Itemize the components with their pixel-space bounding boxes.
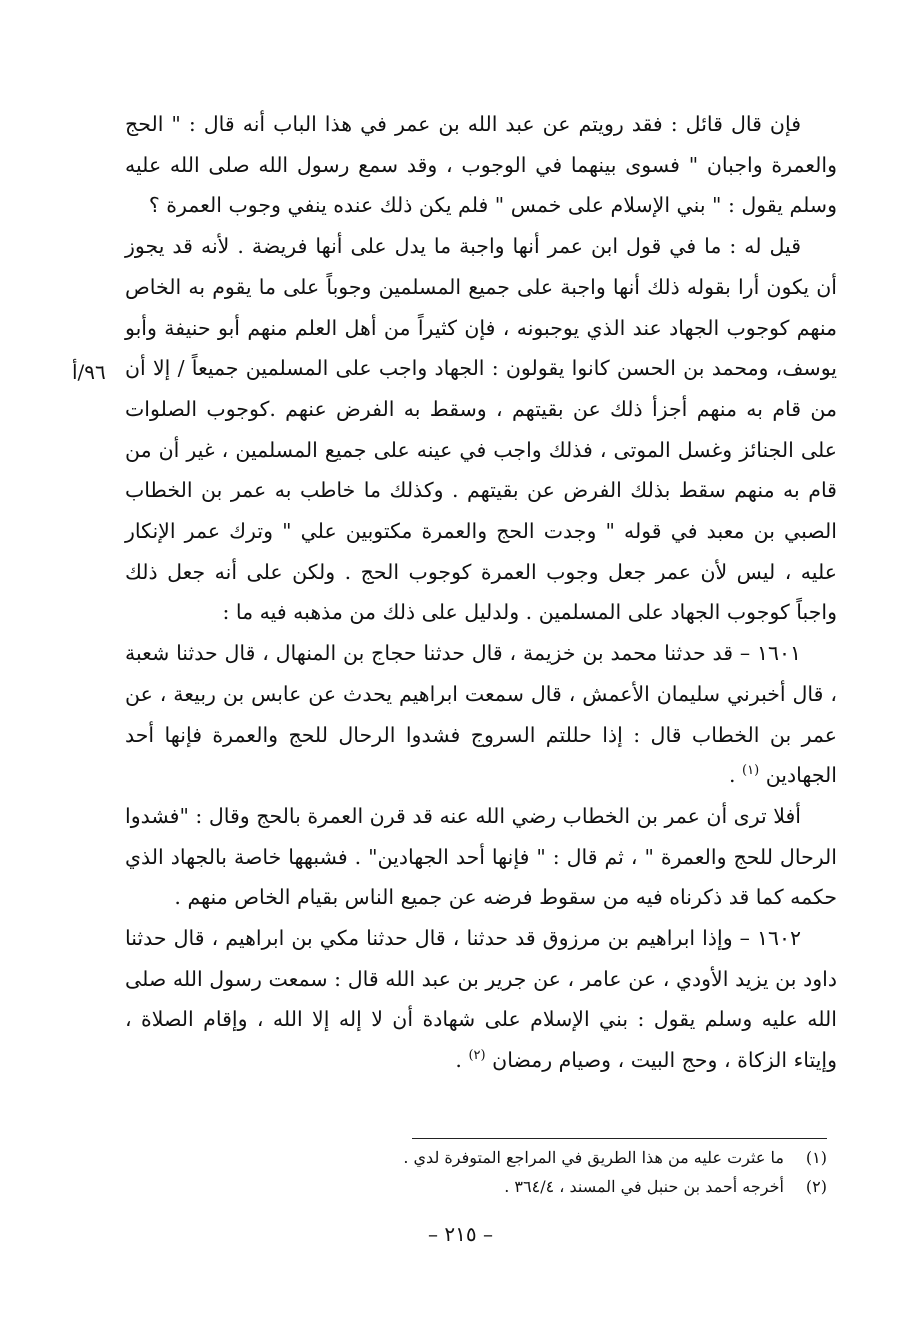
hadith-1601 bbox=[125, 633, 837, 796]
footnote-ref-1: (١) bbox=[742, 763, 760, 779]
end-dot-2: . bbox=[455, 1048, 469, 1073]
footnote-2-text: أخرجه أحمد بن حنبل في المسند ، ٣٦٤/٤ . bbox=[504, 1177, 784, 1196]
paragraph-4: أفلا ترى أن عمر بن الخطاب رضي الله عنه قد قرن العمرة بالحج وقال : "فشدوا الرحال للحج والعمرة " ، ثم قال : " فإنها أحد الجهادين" . فشبهها خاصة بالجهاد الذي حكمه كما قد ذكرناه فيه من سقوط فرضه عن جميع الناس بقيام الخاص منهم . bbox=[125, 803, 837, 910]
footnote-2-number: (٢) bbox=[805, 1177, 827, 1196]
main-text bbox=[125, 104, 837, 1081]
footnotes bbox=[330, 1143, 827, 1201]
paragraph-1: فإن قال قائل : فقد رويتم عن عبد الله بن عمر في هذا الباب أنه قال : " الحج والعمرة واجبان " فسوى بينهما في الوجوب ، وقد سمع رسول الله صلى الله عليه وسلم يقول : " بني الإسلام على خمس " فلم يكن ذلك عنده ينفي وجوب العمرة ؟ bbox=[125, 112, 837, 218]
paragraph-2: قيل له : ما في قول ابن عمر أنها واجبة ما يدل على أنها فريضة . لأنه قد يجوز أن يكون أرا بقوله ذلك أنها واجبة على جميع المسلمين وجوباً على ما يقوم به الخاص منهم كوجوب الجهاد عند الذي يوجبونه ، فإن كثيراً من أهل العلم منهم أبو حنيفة وأبو يوسف، ومحمد بن الحسن كانوا يقولون : الجهاد واجب على المسلمين جميعاً / إلا أن من قام به منهم أجزأ ذلك عن بقيتهم ، وسقط به الفرض عنهم .كوجوب الصلوات على الجنائز وغسل الموتى ، فذلك واجب في عينه على جميع المسلمين ، غير أن من قام به منهم سقط بذلك الفرض عن بقيتهم . وكذلك ما خاطب به عمر بن الخطاب الصبي بن معبد في قوله " وجدت الحج والعمرة مكتوبين علي " وترك عمر الإنكار عليه ، ليس لأن عمر جعل وجوب العمرة كوجوب الحج . ولكن على أنه جعل ذلك واجباً كوجوب الجهاد على المسلمين . ولدليل على ذلك من مذهبه فيه ما : bbox=[125, 234, 837, 625]
footnote-1-number: (١) bbox=[805, 1148, 827, 1167]
footnote-2 bbox=[330, 1172, 827, 1201]
footnote-1 bbox=[330, 1143, 827, 1172]
hadith-1602 bbox=[125, 918, 837, 1081]
footnote-divider bbox=[412, 1138, 827, 1139]
margin-folio-marker: ٩٦/أ bbox=[72, 360, 106, 384]
hadith-1602-text: ١٦٠٢ – وإذا ابراهيم بن مرزوق قد حدثنا ، قال حدثنا مكي بن ابراهيم ، قال حدثنا داود بن يزيد الأودي ، عن عامر ، عن جرير بن عبد الله قال : سمعت رسول الله صلى الله عليه وسلم يقول : بني الإسلام على شهادة أن لا إله إلا الله ، وإقام الصلاة ، وإيتاء الزكاة ، وحج البيت ، وصيام رمضان bbox=[125, 926, 837, 1073]
hadith-1601-text: ١٦٠١ – قد حدثنا محمد بن خزيمة ، قال حدثنا حجاج بن المنهال ، قال حدثنا شعبة ، قال أخبرني سليمان الأعمش ، قال سمعت ابراهيم يحدث عن عابس بن ربيعة ، عن عمر بن الخطاب قال : إذا حللتم السروج فشدوا الرحال للحج والعمرة فإنها أحد الجهادين bbox=[125, 641, 837, 788]
footnote-ref-2: (٢) bbox=[468, 1048, 486, 1064]
footnote-1-text: ما عثرت عليه من هذا الطريق في المراجع المتوفرة لدي . bbox=[403, 1148, 784, 1167]
end-dot-1: . bbox=[728, 763, 743, 788]
page-number: – ٢١٥ – bbox=[428, 1222, 493, 1246]
